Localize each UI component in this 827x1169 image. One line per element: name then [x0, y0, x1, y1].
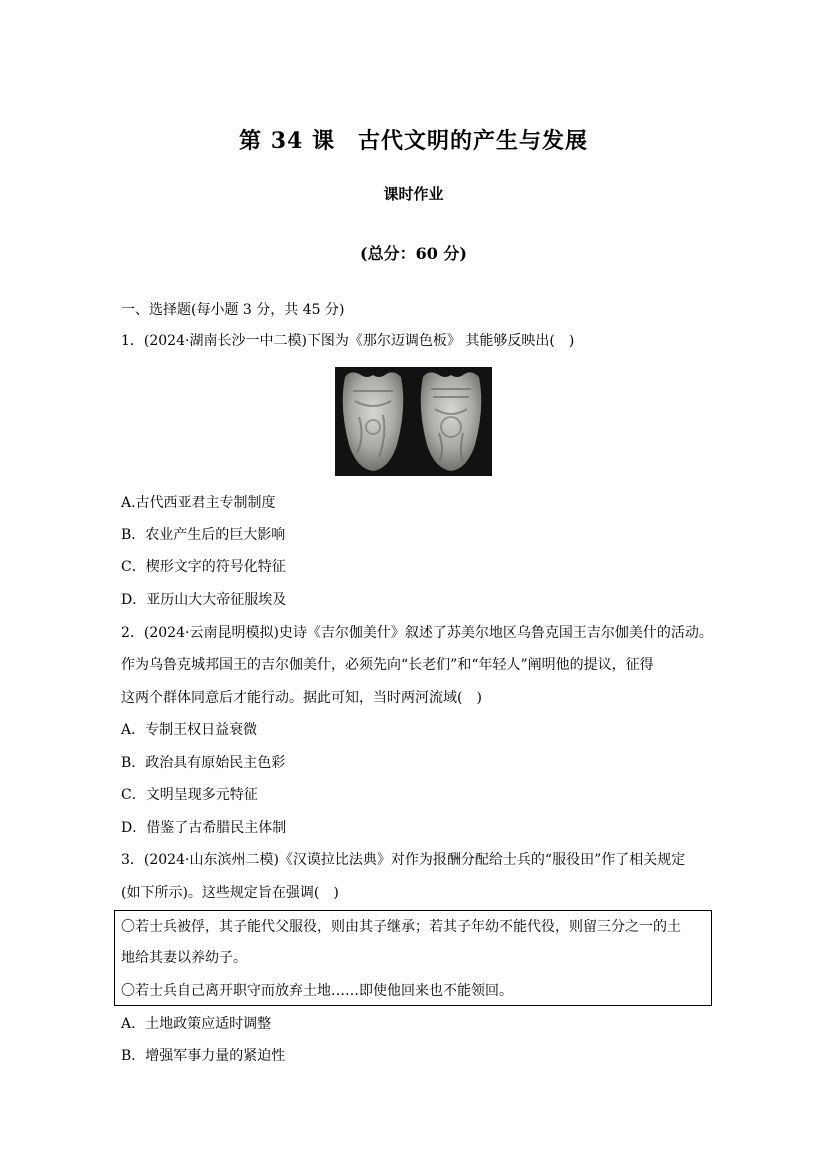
- section-heading: 一、选择题(每小题 3 分，共 45 分): [121, 302, 345, 318]
- law-excerpt-line-3: 〇若士兵自己离开职守而放弃土地……即使他回来也不能领回。: [121, 983, 513, 999]
- total-score: (总分：60 分): [360, 244, 467, 263]
- question-3-option-a: A．土地政策应适时调整: [121, 1016, 272, 1032]
- law-excerpt-line-1: 〇若士兵被俘，其子能代父服役，则由其子继承；若其子年幼不能代役，则留三分之一的土: [121, 919, 681, 935]
- narmer-palette-image: [335, 367, 492, 476]
- question-2-option-c: C．文明呈现多元特征: [121, 787, 258, 803]
- question-1-option-d: D．亚历山大大帝征服埃及: [121, 592, 287, 608]
- question-2-option-d: D．借鉴了古希腊民主体制: [121, 820, 287, 836]
- lesson-subtitle: 课时作业: [383, 185, 444, 203]
- question-1-option-c: C．楔形文字的符号化特征: [121, 559, 286, 575]
- question-2-stem-line-3: 这两个群体同意后才能行动。据此可知，当时两河流域( ): [121, 690, 482, 706]
- question-2-option-b: B．政治具有原始民主色彩: [121, 755, 286, 771]
- lesson-title: 第 34 课 古代文明的产生与发展: [239, 128, 588, 154]
- question-1-option-a: A.古代西亚君主专制制度: [121, 495, 276, 511]
- question-3-stem-line-2: (如下所示)。这些规定旨在强调( ): [121, 885, 339, 901]
- palette-illustration: [335, 367, 492, 476]
- question-1-option-b: B．农业产生后的巨大影响: [121, 527, 286, 543]
- question-2-option-a: A．专制王权日益衰微: [121, 722, 258, 738]
- question-3-option-b: B．增强军事力量的紧迫性: [121, 1048, 286, 1064]
- question-2-stem-line-1: 2．(2024·云南昆明模拟)史诗《吉尔伽美什》叙述了苏美尔地区乌鲁克国王吉尔伽美什的活动。: [121, 625, 713, 641]
- question-1-stem: 1．(2024·湖南长沙一中二模)下图为《那尔迈调色板》 其能够反映出( ): [121, 333, 575, 349]
- law-excerpt-line-2: 地给其妻以养幼子。: [121, 950, 247, 966]
- question-2-stem-line-2: 作为乌鲁克城邦国王的吉尔伽美什，必须先向“长老们”和“年轻人”阐明他的提议，征得: [121, 657, 654, 673]
- question-3-stem-line-1: 3．(2024·山东滨州二模)《汉谟拉比法典》对作为报酬分配给士兵的“服役田”作了相关规定: [121, 852, 686, 868]
